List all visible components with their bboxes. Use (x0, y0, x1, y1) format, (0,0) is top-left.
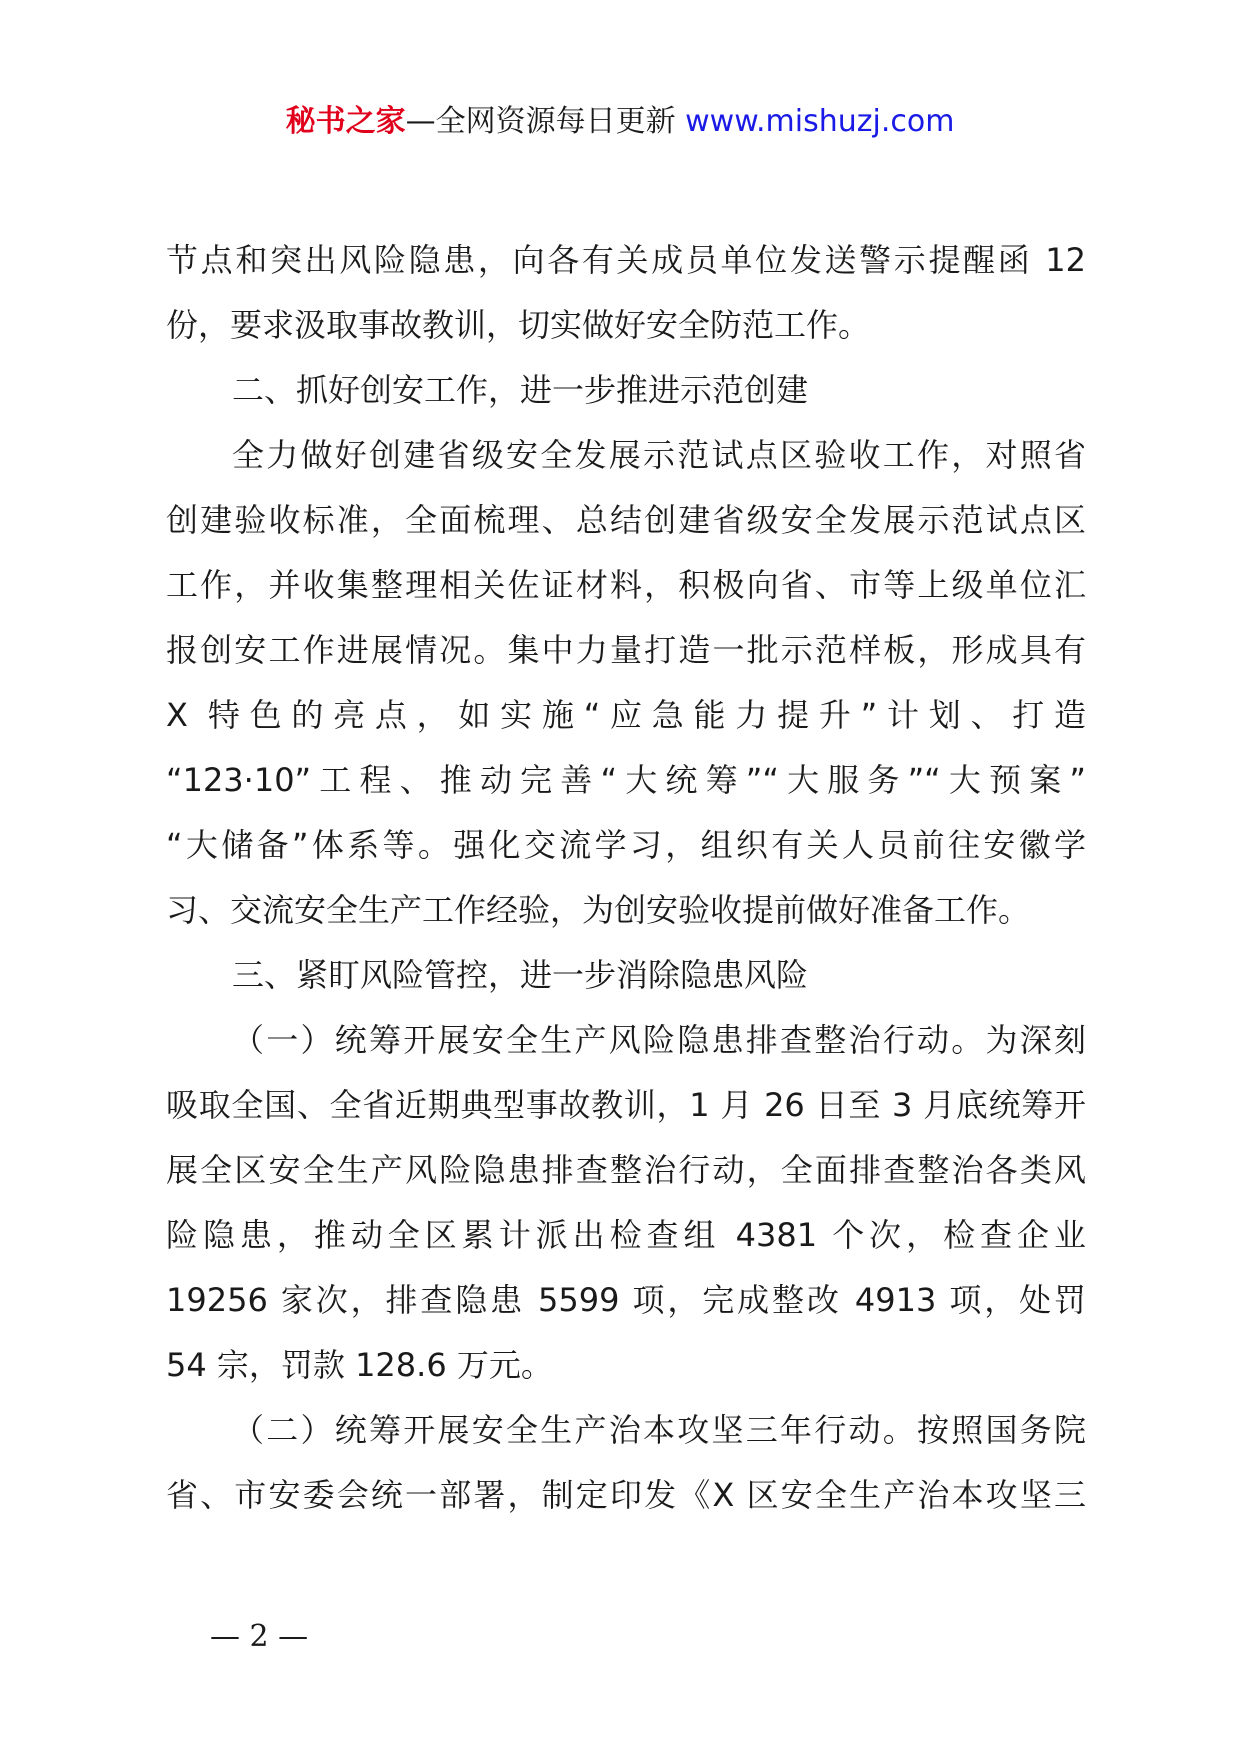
site-header (0, 100, 1240, 144)
text-line: “123·10”工程、推动完善“大统筹”“大服务”“大预案” (166, 761, 1086, 799)
text-line: 吸取全国、全省近期典型事故教训，1 月 26 日至 3 月底统筹开 (166, 1086, 1086, 1124)
text-line: 展全区安全生产风险隐患排查整治行动，全面排查整治各类风 (166, 1151, 1086, 1189)
text-line: 节点和突出风险隐患，向各有关成员单位发送警示提醒函 12 (166, 241, 1086, 279)
text-line: “大储备”体系等。强化交流学习，组织有关人员前往安徽学 (166, 826, 1086, 864)
text-line: 省、市安委会统一部署，制定印发《X 区安全生产治本攻坚三 (166, 1476, 1086, 1514)
text-line: X 特色的亮点，如实施“应急能力提升”计划、打造 (166, 696, 1086, 734)
site-brand: 秘书之家 (285, 104, 406, 139)
text-line: 全力做好创建省级安全发展示范试点区验收工作，对照省 (232, 436, 1086, 474)
site-slogan: —全网资源每日更新 (405, 104, 676, 139)
text-line: 险隐患，推动全区累计派出检查组 4381 个次，检查企业 (166, 1216, 1086, 1254)
text-line: 报创安工作进展情况。集中力量打造一批示范样板，形成具有 (166, 631, 1086, 669)
section-heading: 二、抓好创安工作，进一步推进示范创建 (232, 371, 809, 409)
text-line: 习、交流安全生产工作经验，为创安验收提前做好准备工作。 (166, 891, 1031, 929)
text-line: 19256 家次，排查隐患 5599 项，完成整改 4913 项，处罚 (166, 1281, 1086, 1319)
text-line: 份，要求汲取事故教训，切实做好安全防范工作。 (166, 306, 871, 344)
text-line: 54 宗，罚款 128.6 万元。 (166, 1346, 553, 1384)
document-body (166, 238, 1086, 1538)
text-line: 工作，并收集整理相关佐证材料，积极向省、市等上级单位汇 (166, 566, 1086, 604)
text-line: （二）统筹开展安全生产治本攻坚三年行动。按照国务院 (232, 1411, 1086, 1449)
text-line: 创建验收标准，全面梳理、总结创建省级安全发展示范试点区 (166, 501, 1086, 539)
page-number: — 2 — (210, 1619, 309, 1654)
section-heading: 三、紧盯风险管控，进一步消除隐患风险 (232, 956, 809, 994)
site-url-link[interactable]: www.mishuzj.com (685, 104, 955, 139)
text-line: （一）统筹开展安全生产风险隐患排查整治行动。为深刻 (232, 1021, 1086, 1059)
